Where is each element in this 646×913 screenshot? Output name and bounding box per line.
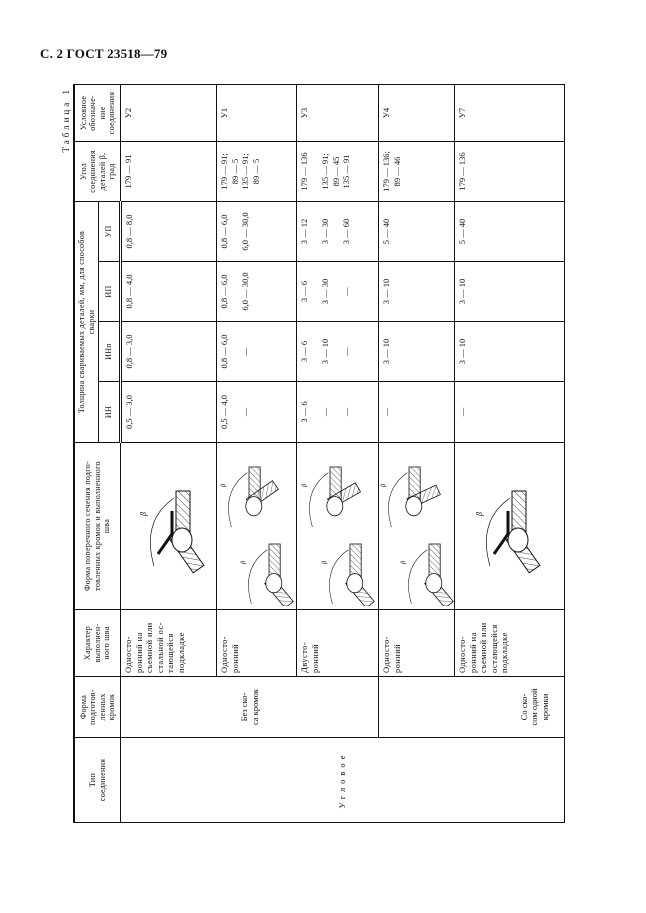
- cross-section-drawing: [121, 443, 217, 610]
- beta-label: β: [474, 512, 484, 516]
- weld-section-svg: [379, 446, 454, 606]
- header-designation: Условное обозначе- ние соединения: [74, 84, 121, 141]
- table-label: Таблица 1: [61, 87, 71, 153]
- designation-cell: У3: [297, 84, 379, 141]
- thickness-in-cell: —: [455, 382, 565, 443]
- designation-cell: У7: [455, 84, 565, 141]
- beta-label: β: [138, 512, 148, 516]
- header-method-inp: ИНп: [99, 322, 121, 382]
- page-header: С. 2 ГОСТ 23518—79: [40, 46, 168, 61]
- thickness-inp-cell: 3 — 10: [455, 322, 565, 382]
- thickness-inp-cell: 3 — 6 3 — 10 —: [297, 322, 379, 382]
- thickness-in-cell: 0,5 — 4,0 —: [217, 382, 297, 443]
- thickness-in-cell: 3 — 6 — —: [297, 382, 379, 443]
- designation-cell: У4: [379, 84, 455, 141]
- thickness-ip-cell: 0,8 — 6,0 6,0 — 30,0: [217, 262, 297, 322]
- header-method-in: ИН: [99, 382, 121, 443]
- cross-section-drawing: [455, 443, 565, 610]
- beta-label: β: [321, 560, 328, 564]
- header-thickness: Толщина свариваемых деталей, мм, для способов сварки: [74, 201, 99, 442]
- header-edge-form: Форма подготов- ленных кромок: [74, 677, 121, 738]
- thickness-up-cell: 3 — 12 3 — 30 3 — 60: [297, 201, 379, 261]
- angle-cell: 179 — 91; 89 — 5 135 — 91; 89 — 5: [217, 141, 297, 201]
- cross-section-drawing: [297, 443, 379, 610]
- edge-form-cell: Со ско- сом одной кромки: [379, 677, 565, 738]
- thickness-in-cell: 0,5 — 3,0: [121, 382, 217, 443]
- header-cross-section: Форма поперечного сечения подго- товленных кромок и выполненного шва: [74, 443, 121, 610]
- weld-section-svg: [219, 446, 294, 606]
- edge-form-cell: Без ско- са кромок: [121, 677, 379, 738]
- header-type: Тип соединения: [74, 738, 121, 823]
- table-row: [121, 84, 217, 822]
- thickness-inp-cell: 0,8 — 6,0 —: [217, 322, 297, 382]
- table-row: [379, 84, 455, 822]
- beta-label: β: [220, 483, 227, 487]
- weld-character-cell: Односто- ронний на съемной или стальной ос- тающейся подкладке: [121, 610, 217, 677]
- header-weld-character: Характер выполнен- ного шва: [74, 610, 121, 677]
- thickness-ip-cell: 3 — 10: [455, 262, 565, 322]
- header-method-ip: ИП: [99, 262, 121, 322]
- weld-section-svg: [460, 446, 560, 606]
- weld-character-cell: Односто- ронний: [217, 610, 297, 677]
- joint-type-cell: Угловое: [121, 738, 565, 823]
- beta-label: β: [301, 483, 308, 487]
- cross-section-drawing: [217, 443, 297, 610]
- cross-section-drawing: [379, 443, 455, 610]
- weld-character-cell: Односто- ронний на съемной или остающейся подкладке: [455, 610, 565, 677]
- rotated-table-container: [60, 85, 560, 823]
- thickness-up-cell: 5 — 40: [379, 201, 455, 261]
- angle-cell: 179 — 91: [121, 141, 217, 201]
- welding-joints-table: [73, 84, 565, 823]
- header-angle: Угол соединения деталей β, град: [74, 141, 121, 201]
- thickness-up-cell: 0,8 — 8,0: [121, 201, 217, 261]
- angle-cell: 179 — 136; 89 — 46: [379, 141, 455, 201]
- thickness-up-cell: 0,8 — 6,0 6,0 — 30,0: [217, 201, 297, 261]
- weld-section-svg: [124, 446, 214, 606]
- angle-cell: 179 — 136 135 — 91; 89 — 45 135 — 91: [297, 141, 379, 201]
- thickness-in-cell: —: [379, 382, 455, 443]
- beta-label: β: [400, 560, 407, 564]
- weld-character-cell: Двусто- ронний: [297, 610, 379, 677]
- header-method-up: УП: [99, 201, 121, 261]
- designation-cell: У2: [121, 84, 217, 141]
- thickness-ip-cell: 0,8 — 4,0: [121, 262, 217, 322]
- beta-label: β: [240, 560, 247, 564]
- weld-character-cell: Односто- ронний: [379, 610, 455, 677]
- thickness-ip-cell: 3 — 6 3 — 30 —: [297, 262, 379, 322]
- thickness-ip-cell: 3 — 10: [379, 262, 455, 322]
- thickness-up-cell: 5 — 40: [455, 201, 565, 261]
- beta-label: β: [380, 483, 387, 487]
- angle-cell: 179 — 136: [455, 141, 565, 201]
- thickness-inp-cell: 3 — 10: [379, 322, 455, 382]
- designation-cell: У1: [217, 84, 297, 141]
- weld-section-svg: [300, 446, 375, 606]
- thickness-inp-cell: 0,8 — 3,0: [121, 322, 217, 382]
